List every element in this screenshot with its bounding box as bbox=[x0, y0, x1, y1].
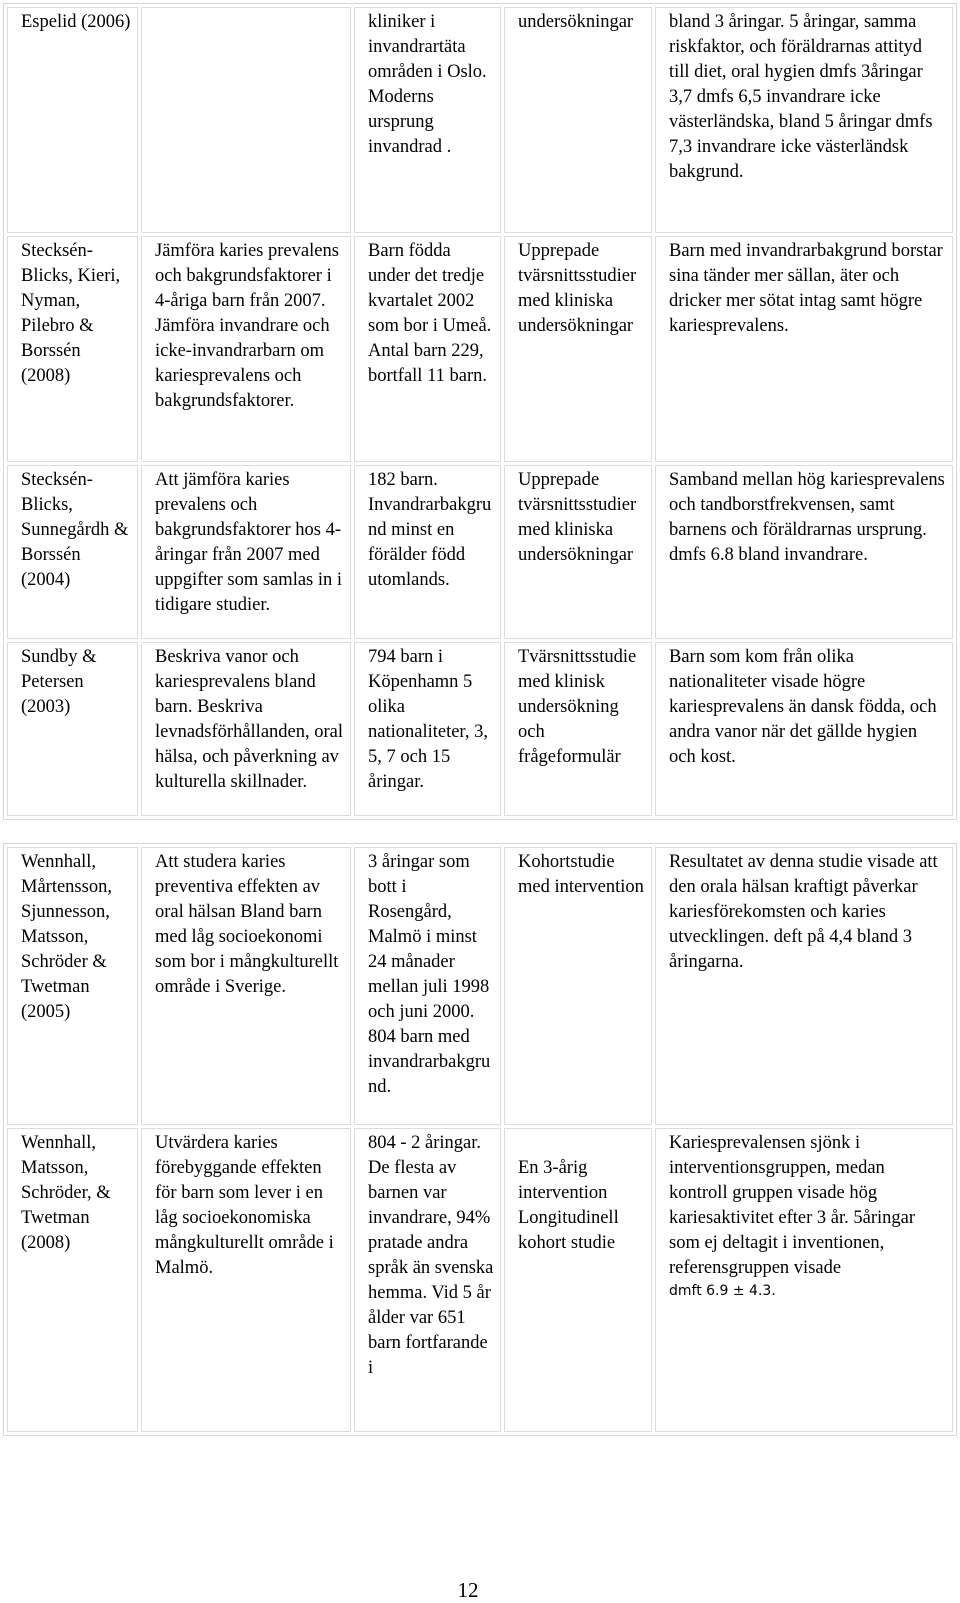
result-text: Kariesprevalensen sjönk i interventionsgruppen, medan kontroll gruppen visade hög kariesaktivitet efter 3 år. 5åringar som ej deltagit i inventionen, referensgruppen visade bbox=[669, 1133, 916, 1278]
author-cell bbox=[7, 642, 138, 816]
aim-cell bbox=[141, 236, 351, 462]
method-cell bbox=[504, 1128, 652, 1432]
author-text: Wennhall, Matsson, Schröder, & Twetman (2008) bbox=[21, 1133, 111, 1253]
author-cell bbox=[7, 236, 138, 462]
population-cell bbox=[354, 847, 501, 1125]
method-text: En 3-årig intervention Longitudinell kohort studie bbox=[518, 1158, 619, 1253]
result-cell bbox=[655, 642, 953, 816]
author-cell bbox=[7, 847, 138, 1125]
aim-cell bbox=[141, 465, 351, 639]
population-cell bbox=[354, 465, 501, 639]
result-cell bbox=[655, 236, 953, 462]
table-row bbox=[7, 465, 953, 639]
result-text: Samband mellan hög kariesprevalens och tandborstfrekvensen, samt barnens och föräldrarnas ursprung. dmfs 6.8 bland invandrare. bbox=[669, 470, 945, 565]
result-text: Barn som kom från olika nationaliteter visade högre kariesprevalens än dansk födda, och andra vanor när det gällde hygien och kost. bbox=[669, 647, 937, 767]
table-row bbox=[7, 1128, 953, 1432]
author-text: Sundby & Petersen (2003) bbox=[21, 647, 97, 717]
table-row bbox=[7, 236, 953, 462]
studies-table-bottom bbox=[3, 843, 957, 1436]
population-cell bbox=[354, 1128, 501, 1432]
method-cell bbox=[504, 642, 652, 816]
method-text: undersökningar bbox=[518, 12, 634, 32]
aim-text: Utvärdera karies förebyggande effekten för barn som lever i en låg socioekonomiska mångkulturellt område i Malmö. bbox=[155, 1133, 334, 1278]
method-text: Upprepade tvärsnittsstudier med kliniska undersökningar bbox=[518, 241, 637, 336]
population-text: 3 åringar som bott i Rosengård, Malmö i minst 24 månader mellan juli 1998 och juni 2000. 804 barn med invandrarbakgrund. bbox=[368, 852, 491, 1097]
aim-cell bbox=[141, 847, 351, 1125]
aim-text: Att jämföra karies prevalens och bakgrundsfaktorer hos 4-åringar från 2007 med uppgifter som samlas in i tidigare studier. bbox=[155, 470, 343, 615]
author-text: Stecksén-Blicks, Kieri, Nyman, Pilebro & Borssén (2008) bbox=[21, 241, 121, 386]
result-text: Barn med invandrarbakgrund borstar sina tänder mer sällan, äter och dricker mer sötat intag samt högre kariesprevalens. bbox=[669, 241, 943, 336]
aim-text: Beskriva vanor och kariesprevalens bland barn. Beskriva levnadsförhållanden, oral hälsa, och påverkning av kulturella skillnader. bbox=[155, 647, 344, 792]
population-cell bbox=[354, 642, 501, 816]
population-text: Barn födda under det tredje kvartalet 2002 som bor i Umeå. Antal barn 229, bortfall 11 barn. bbox=[368, 241, 492, 386]
result-statistic: dmft 6.9 ± 4.3. bbox=[669, 1283, 776, 1299]
table-row bbox=[7, 847, 953, 1125]
author-cell bbox=[7, 7, 138, 233]
method-cell bbox=[504, 236, 652, 462]
result-cell bbox=[655, 1128, 953, 1432]
author-text: Espelid (2006) bbox=[21, 12, 131, 32]
population-text: 794 barn i Köpenhamn 5 olika nationaliteter, 3, 5, 7 och 15 åringar. bbox=[368, 647, 488, 792]
method-cell bbox=[504, 847, 652, 1125]
author-cell bbox=[7, 465, 138, 639]
result-text: bland 3 åringar. 5 åringar, samma riskfaktor, och föräldrarnas attityd till diet, oral hygien dmfs 3åringar 3,7 dmfs 6,5 invandrare icke västerländska, bland 5 åringar dmfs 7,3 invandrare icke västerländsk bakgrund. bbox=[669, 12, 933, 182]
result-cell bbox=[655, 847, 953, 1125]
method-text: Kohortstudie med intervention bbox=[518, 852, 644, 897]
population-cell bbox=[354, 7, 501, 233]
author-text: Stecksén-Blicks, Sunnegårdh & Borssén (2004) bbox=[21, 470, 129, 590]
result-cell bbox=[655, 465, 953, 639]
result-text: Resultatet av denna studie visade att den orala hälsan kraftigt påverkar kariesförekomsten och karies utvecklingen. deft på 4,4 bland 3 åringarna. bbox=[669, 852, 938, 972]
method-text: Tvärsnittsstudie med klinisk undersökning och frågeformulär bbox=[518, 647, 637, 767]
studies-table-top bbox=[3, 3, 957, 820]
method-cell bbox=[504, 465, 652, 639]
aim-cell bbox=[141, 1128, 351, 1432]
author-cell bbox=[7, 1128, 138, 1432]
aim-cell bbox=[141, 7, 351, 233]
method-text: Upprepade tvärsnittsstudier med kliniska undersökningar bbox=[518, 470, 637, 565]
population-text: kliniker i invandrartäta områden i Oslo. Moderns ursprung invandrad . bbox=[368, 12, 487, 157]
population-cell bbox=[354, 236, 501, 462]
author-text: Wennhall, Mårtensson, Sjunnesson, Matsson, Schröder & Twetman (2005) bbox=[21, 852, 112, 1022]
table-row bbox=[7, 642, 953, 816]
page-number: 12 bbox=[457, 1578, 479, 1602]
method-cell bbox=[504, 7, 652, 233]
table-row bbox=[7, 7, 953, 233]
aim-text: Att studera karies preventiva effekten av oral hälsan Bland barn med låg socioekonomi som bor i mångkulturellt område i Sverige. bbox=[155, 852, 339, 997]
population-text: 804 - 2 åringar. De flesta av barnen var invandrare, 94% pratade andra språk än svenska hemma. Vid 5 år ålder var 651 barn fortfarande i bbox=[368, 1133, 494, 1378]
aim-cell bbox=[141, 642, 351, 816]
population-text: 182 barn. Invandrarbakgrund minst en förälder född utomlands. bbox=[368, 470, 492, 590]
aim-text: Jämföra karies prevalens och bakgrundsfaktorer i 4-åriga barn från 2007. Jämföra invandrare och icke-invandrarbarn om kariesprevalens och bakgrundsfaktorer. bbox=[155, 241, 339, 411]
result-cell bbox=[655, 7, 953, 233]
